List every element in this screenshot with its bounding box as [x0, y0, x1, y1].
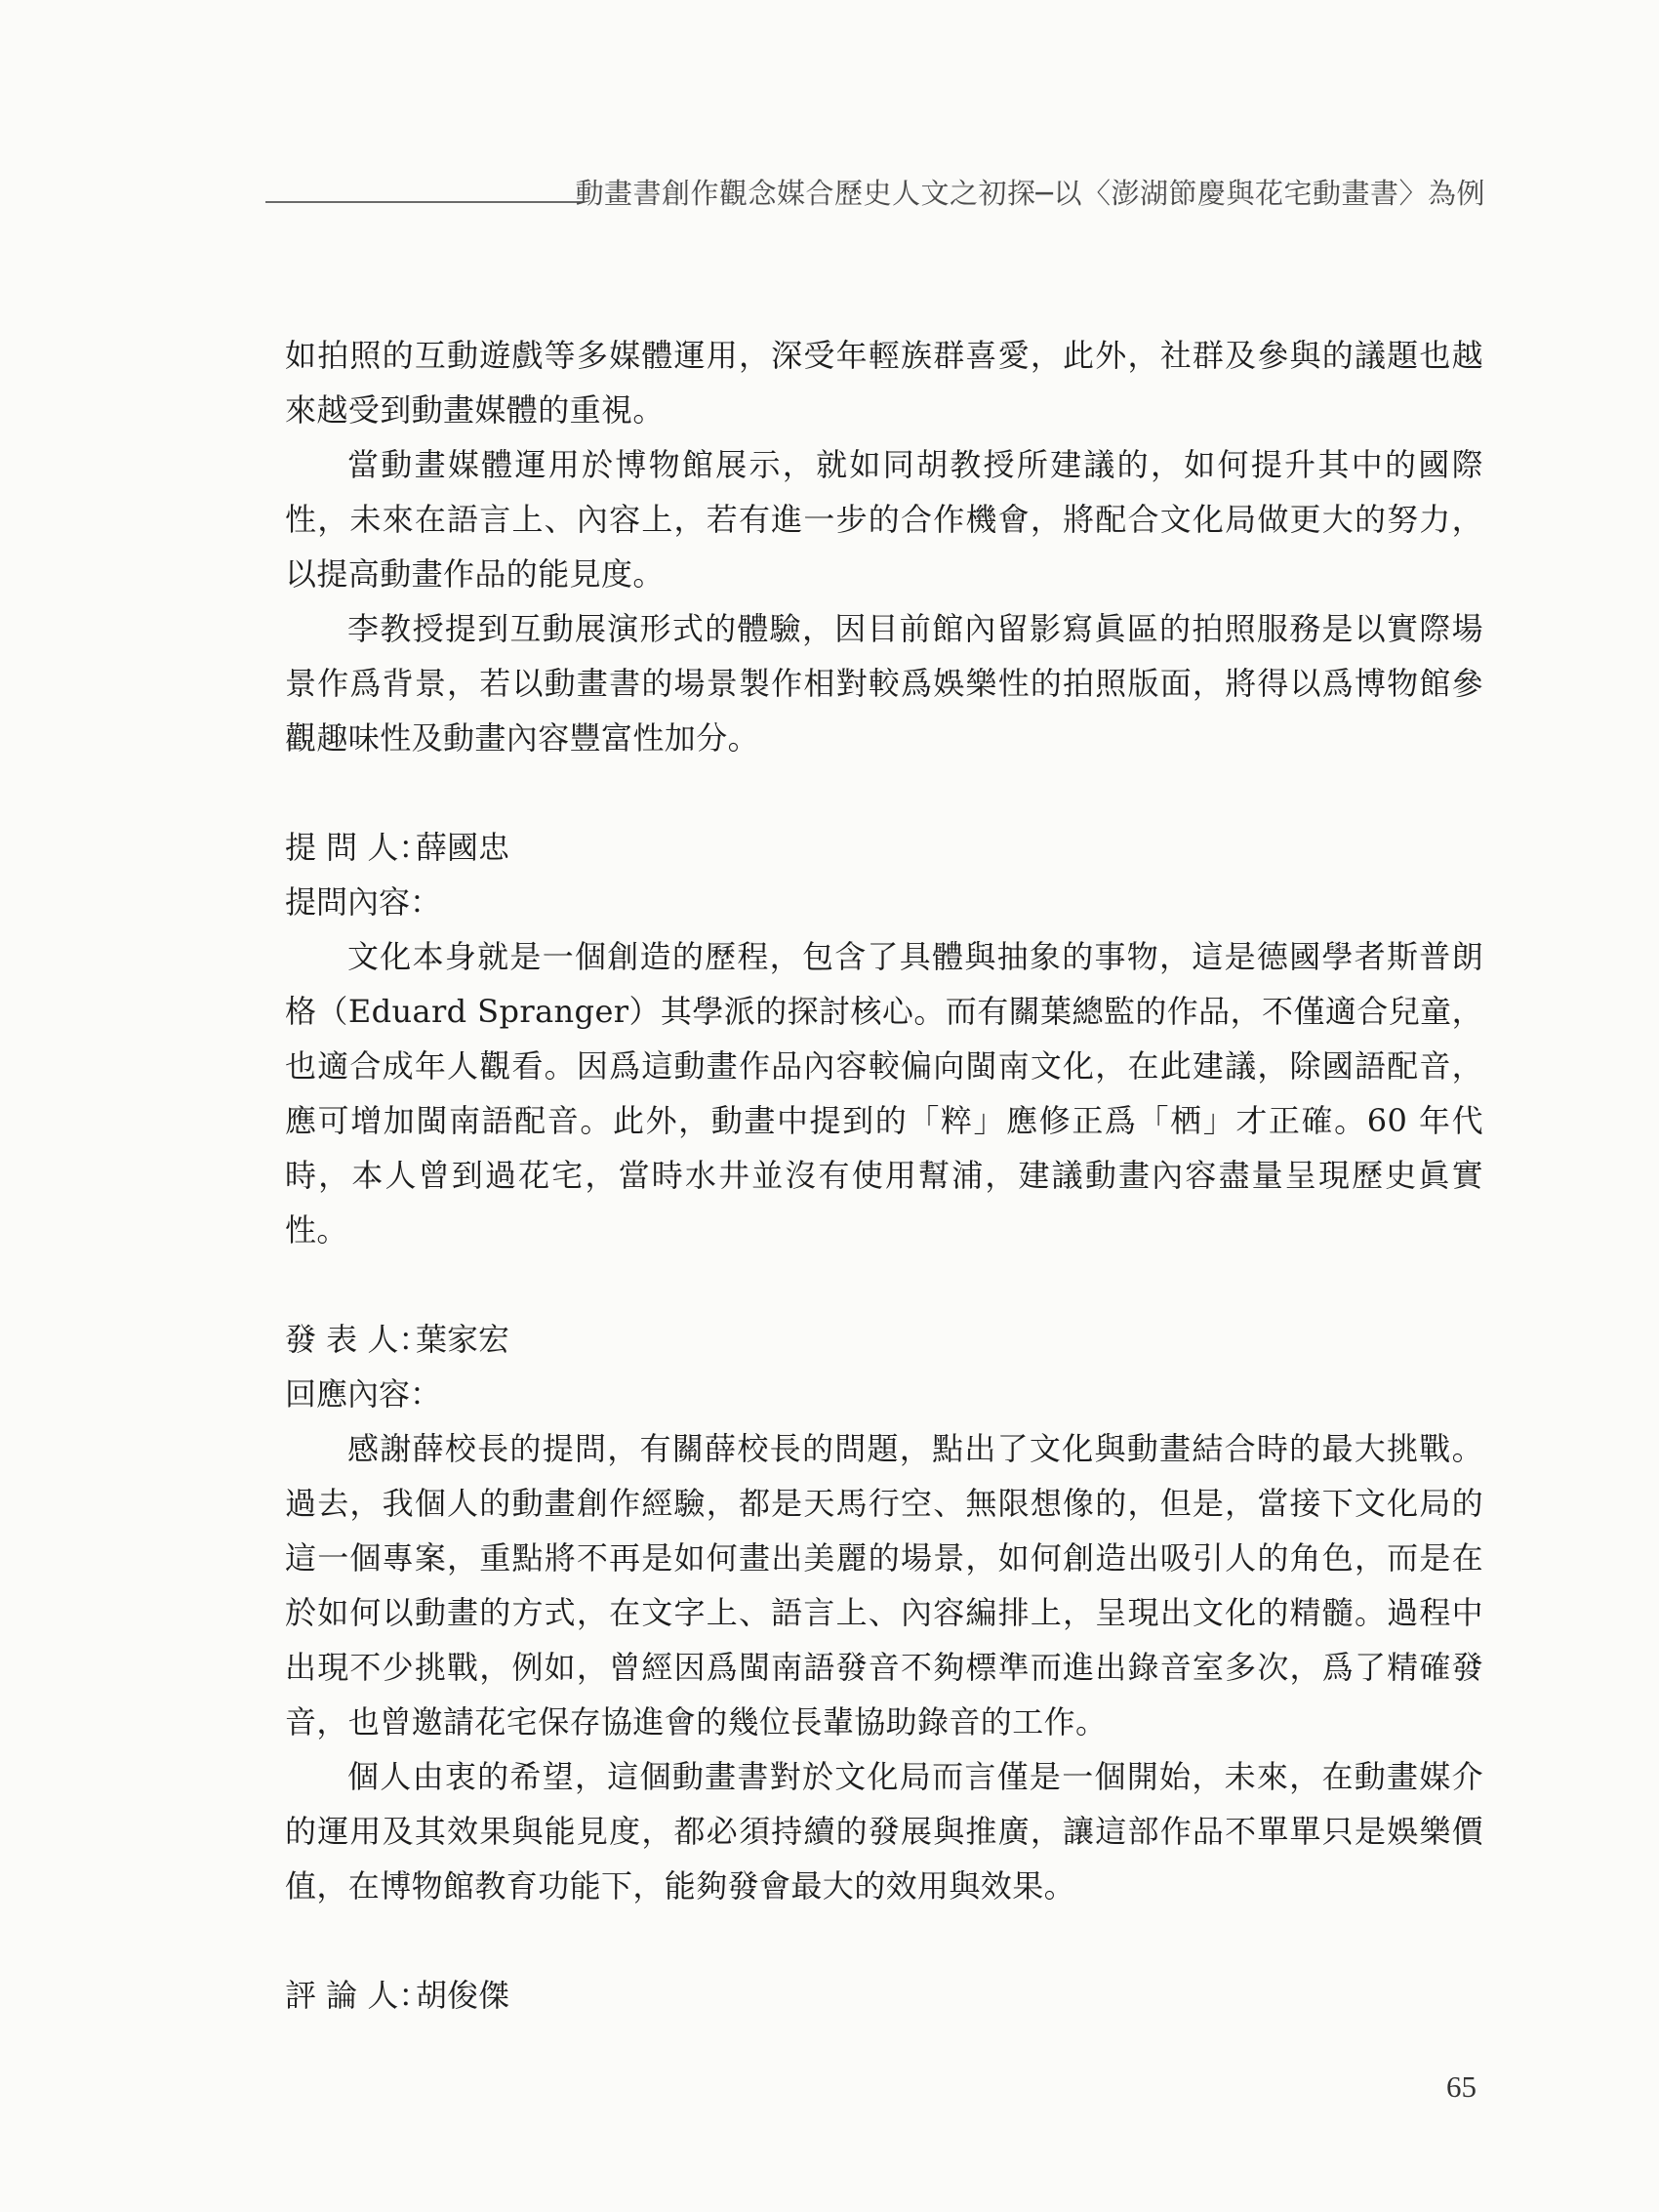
body-text — [285, 328, 1483, 2023]
header-rule — [265, 201, 583, 203]
page-number: 65 — [1446, 2069, 1477, 2104]
intro-paragraph-1: 如拍照的互動遊戲等多媒體運用，深受年輕族群喜愛，此外，社群及參與的議題也越來越受到動畫媒體的重視。 — [285, 337, 1483, 429]
intro-paragraph-3: 李教授提到互動展演形式的體驗，因目前館內留影寫眞區的拍照服務是以實際場景作爲背景，若以動畫書的場景製作相對較爲娛樂性的拍照版面，將得以爲博物館參觀趣味性及動畫內容豐富性加分。 — [285, 610, 1483, 757]
presenter-name: 葉家宏 — [416, 1321, 510, 1358]
asker-label: 提 問 人： — [285, 829, 430, 866]
section-spacer — [285, 1913, 1483, 1968]
commentator-name: 胡俊傑 — [416, 1977, 510, 2014]
intro-paragraph-2: 當動畫媒體運用於博物館展示，就如同胡教授所建議的，如何提升其中的國際性，未來在語言上、內容上，若有進一步的合作機會，將配合文化局做更大的努力，以提高動畫作品的能見度。 — [285, 446, 1483, 593]
response-section — [285, 1312, 1483, 1913]
asker-name: 薛國忠 — [416, 829, 510, 866]
commentator-label: 評 論 人： — [285, 1977, 430, 2014]
commentator-line — [285, 1968, 1483, 2023]
intro-section — [285, 328, 1483, 765]
section-spacer — [285, 765, 1483, 820]
response-paragraph-2: 個人由衷的希望，這個動畫書對於文化局而言僅是一個開始，未來，在動畫媒介的運用及其效果與能見度，都必須持續的發展與推廣，讓這部作品不單單只是娛樂價值，在博物館教育功能下，能夠發會最大的效用與效果。 — [285, 1758, 1483, 1905]
asker-line — [285, 820, 1483, 875]
question-content-label: 提問內容： — [285, 883, 442, 921]
response-paragraph-1: 感謝薛校長的提問，有關薛校長的問題，點出了文化與動畫結合時的最大挑戰。過去，我個人的動畫創作經驗，都是天馬行空、無限想像的，但是，當接下文化局的這一個專案，重點將不再是如何畫出美麗的場景，如何創造出吸引人的角色，而是在於如何以動畫的方式，在文字上、語言上、內容編排上，呈現出文化的精髓。過程中出現不少挑戰，例如，曾經因爲閩南語發音不夠標準而進出錄音室多次，爲了精確發音，也曾邀請花宅保存協進會的幾位長輩協助錄音的工作。 — [285, 1430, 1483, 1741]
response-content-label: 回應內容： — [285, 1375, 442, 1413]
section-spacer — [285, 1257, 1483, 1312]
running-header-title: 動畫書創作觀念媒合歷史人文之初探─以〈澎湖節慶與花宅動畫書〉為例 — [575, 177, 1485, 210]
commentary-section — [285, 1968, 1483, 2023]
running-header — [265, 174, 1485, 213]
question-paragraph: 文化本身就是一個創造的歷程，包含了具體與抽象的事物，這是德國學者斯普朗格（Eduard Spranger）其學派的探討核心。而有關葉總監的作品，不僅適合兒童，也適合成年人觀看。因爲這動畫作品內容較偏向閩南文化，在此建議，除國語配音，應可增加閩南語配音。此外，動畫中提到的「粹」應修正爲「栖」才正確。60 年代時，本人曾到過花宅，當時水井並沒有使用幫浦，建議動畫內容盡量呈現歷史眞實性。 — [285, 938, 1483, 1249]
question-section — [285, 820, 1483, 1257]
presenter-label: 發 表 人： — [285, 1321, 430, 1358]
presenter-line — [285, 1312, 1483, 1367]
